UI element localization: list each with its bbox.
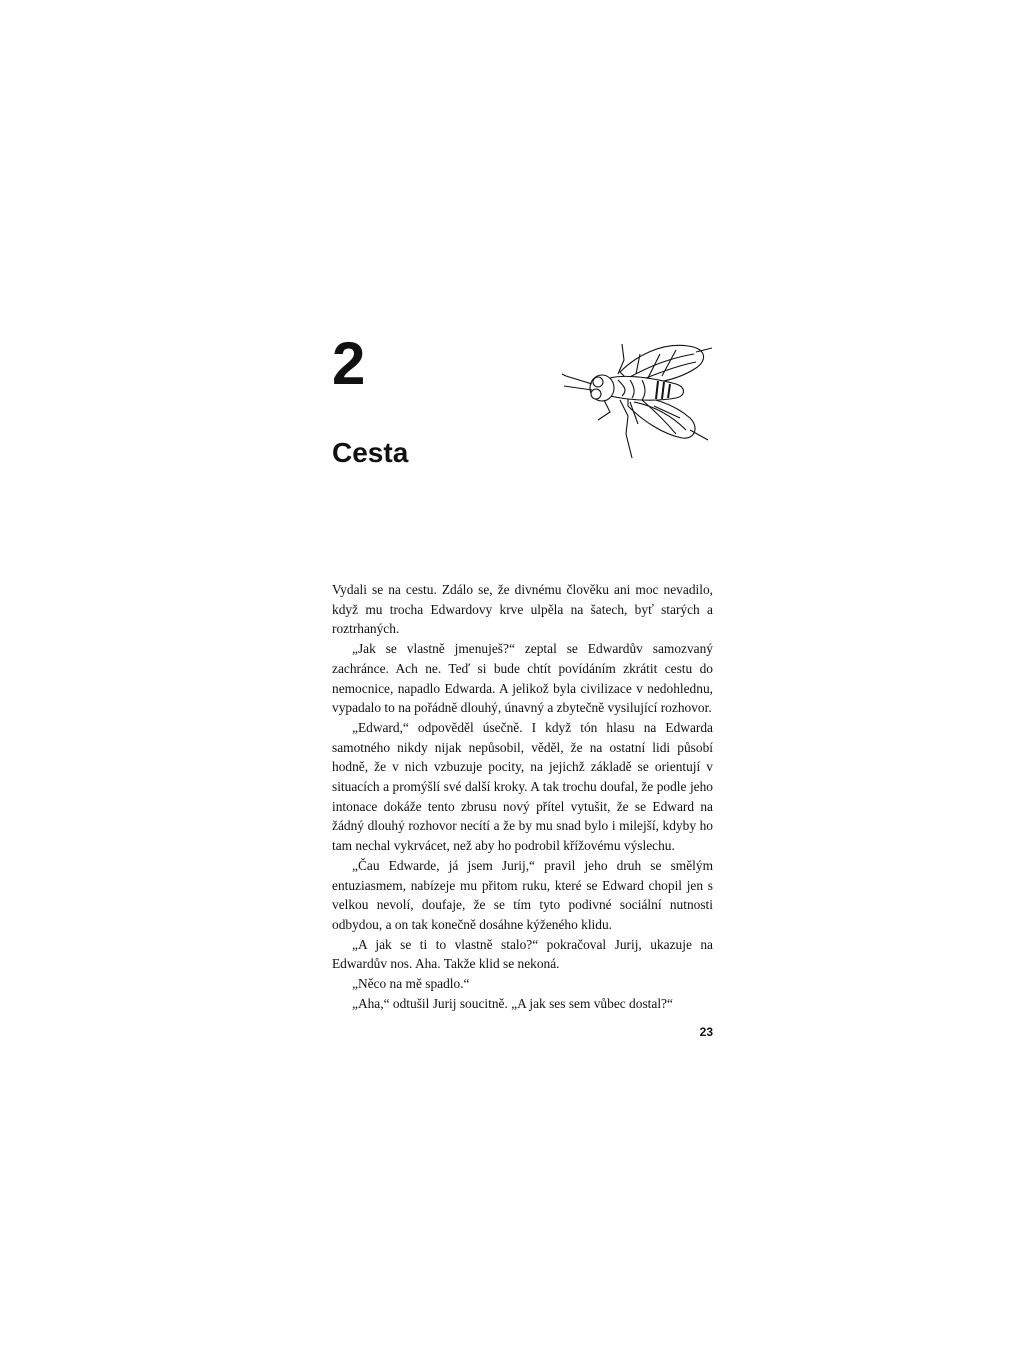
chapter-body bbox=[332, 580, 713, 1013]
paragraph: „Jak se vlastně jmenuješ?“ zeptal se Edwardův samozvaný zachránce. Ach ne. Teď si bude chtít povídáním zkrátit cestu do nemocnice, napadlo Edwarda. A jelikož byla civilizace v nedohlednu, vypadalo to na pořádně dlouhý, únavný a zbytečně vysilující rozhovor. bbox=[332, 641, 713, 716]
paragraph: „Čau Edwarde, já jsem Jurij,“ pravil jeho druh se smělým entuziasmem, nabízeje mu přitom ruku, které se Edward chopil jen s velkou nevolí, doufaje, že se tím tyto podivné sociální nutnosti odbydou, a on tak konečně dosáhne kýženého klidu. bbox=[332, 857, 713, 932]
chapter-number: 2 bbox=[332, 330, 366, 397]
paragraph: „Aha,“ odtušil Jurij soucitně. „A jak ses sem vůbec dostal?“ bbox=[352, 995, 673, 1011]
paragraph: Vydali se na cestu. Zdálo se, že divnému člověku ani moc nevadilo, když mu trocha Edwardovy krve ulpěla na šatech, byť starých a roztrhaných. bbox=[332, 582, 713, 637]
paragraph: „Něco na mě spadlo.“ bbox=[352, 976, 470, 992]
paragraph: „A jak se ti to vlastně stalo?“ pokračoval Jurij, ukazuje na Edwardův nos. Aha. Takže klid se nekoná. bbox=[332, 936, 713, 972]
fly-icon bbox=[558, 334, 718, 466]
page-number: 23 bbox=[699, 1025, 713, 1039]
chapter-title: Cesta bbox=[332, 437, 409, 468]
paragraph: „Edward,“ odpověděl úsečně. I když tón hlasu na Edwarda samotného nikdy nijak nepůsobil, věděl, že na ostatní lidi působí hodně, že v nich vzbuzuje pocity, na jejichž základě se orientují v situacích a promýšlí své další kroky. A tak trochu doufal, že podle jeho intonace dokáže tento zbrusu nový přítel vytušit, že se Edward na žádný dlouhý rozhovor necítí a že by mu snad bylo i milejší, kdyby ho tam nechal vykrvácet, než aby ho podrobil křížovému výslechu. bbox=[332, 719, 713, 854]
